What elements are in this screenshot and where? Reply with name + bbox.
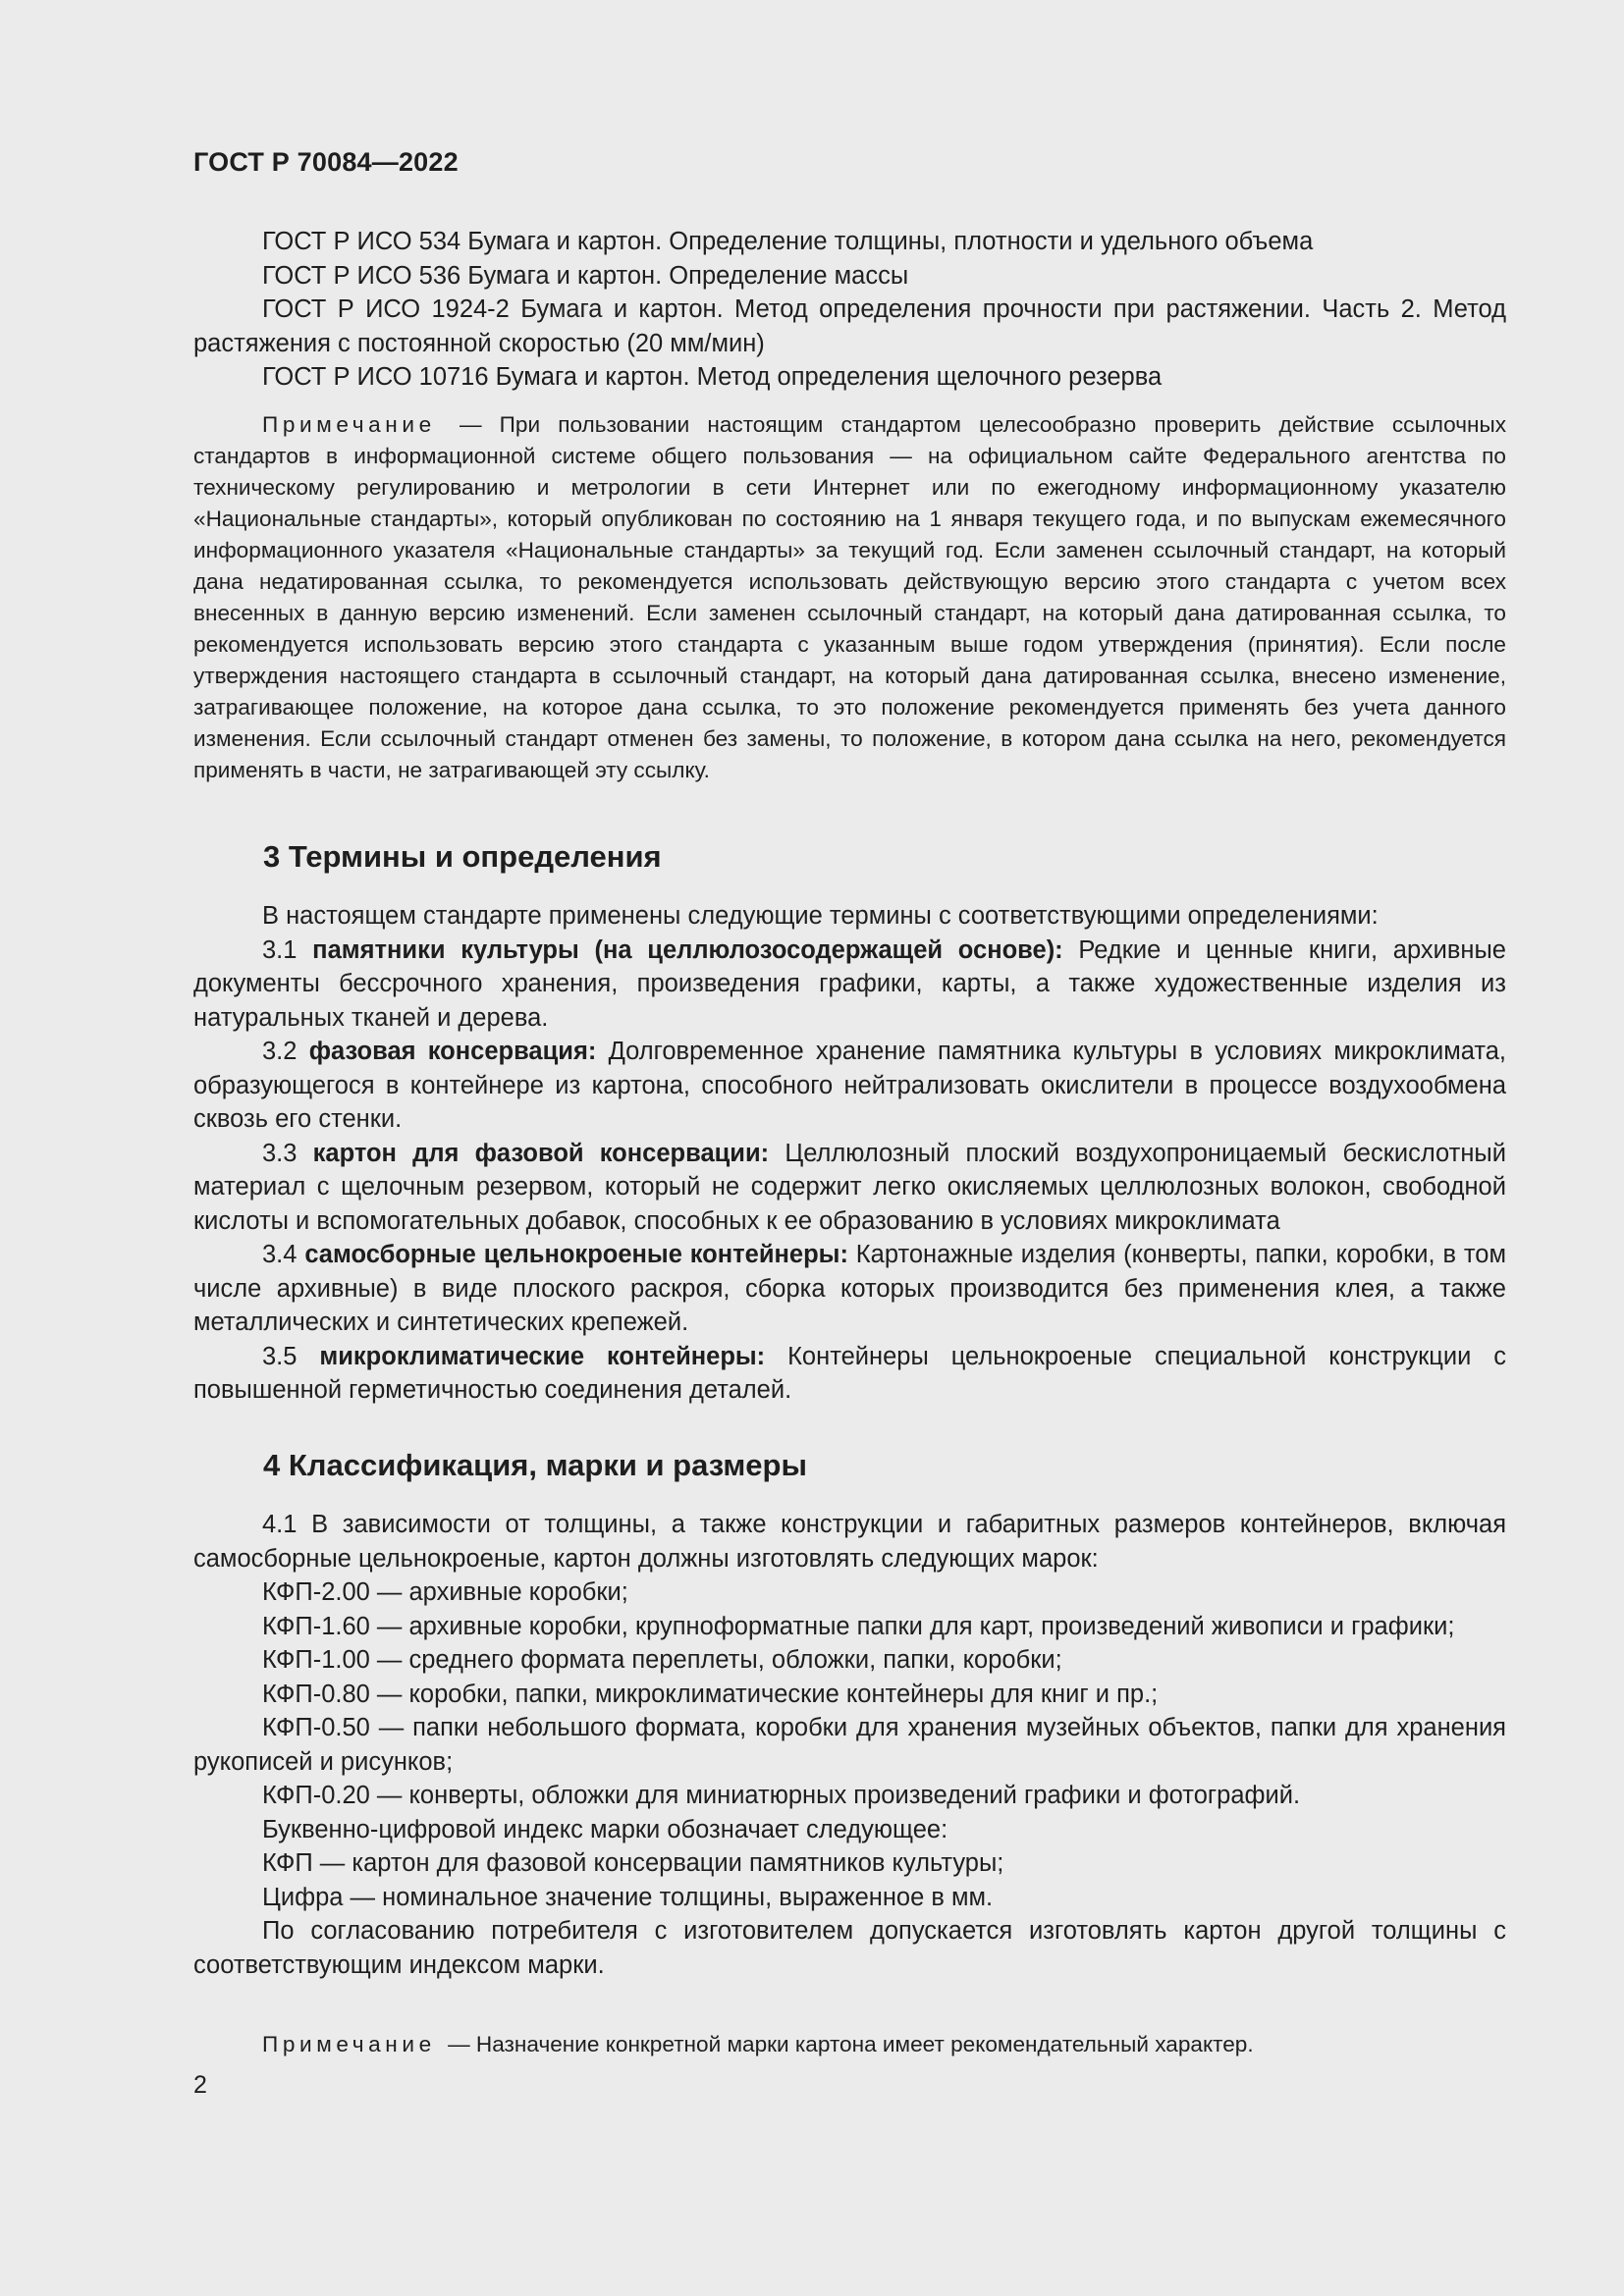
section-4-body — [193, 1508, 1506, 1982]
term-number: 3.3 — [262, 1139, 298, 1167]
paragraph: Буквенно-цифровой индекс марки обозначает следующее: — [262, 1815, 948, 1843]
term-item — [193, 1340, 1506, 1408]
grade-item: КФП-0.80 — коробки, папки, микроклиматические контейнеры для книг и пр.; — [262, 1680, 1159, 1708]
term-item — [193, 1137, 1506, 1239]
term-number: 3.5 — [262, 1342, 298, 1370]
note-label: Примечание — [262, 2032, 436, 2056]
section-4-title: 4 Классификация, марки и размеры — [263, 1448, 807, 1482]
term-definition: Картонажные изделия (конверты, папки, коробки, в том числе архивные) в виде плоского раскроя, сборка которых производится без применения клея, а также металлических и синтетических крепежей. — [193, 1241, 1506, 1336]
term-name: картон для фазовой консервации: — [312, 1139, 770, 1167]
document-header: ГОСТ Р 70084—2022 — [193, 147, 459, 177]
term-definition: Долговременное хранение памятника культуры в условиях микроклимата, образующегося в контейнере из картона, способного нейтрализовать окислители в процессе воздухообмена сквозь его стенки. — [193, 1038, 1507, 1133]
reference-item: ГОСТ Р ИСО 1924-2 Бумага и картон. Метод определения прочности при растяжении. Часть 2. Метод растяжения с постоянной скоростью (20 мм/мин) — [193, 295, 1506, 357]
term-name: фазовая консервация: — [308, 1038, 597, 1065]
grade-item: КФП-0.50 — папки небольшого формата, коробки для хранения музейных объектов, папки для хранения рукописей и рисунков; — [193, 1714, 1506, 1776]
term-name: памятники культуры (на целлюлозосодержащей основе): — [312, 935, 1063, 964]
reference-item: ГОСТ Р ИСО 534 Бумага и картон. Определение толщины, плотности и удельного объема — [262, 228, 1314, 255]
page-number: 2 — [193, 2071, 207, 2099]
term-name: самосборные цельнокроеные контейнеры: — [304, 1241, 848, 1268]
paragraph: 4.1 В зависимости от толщины, а также конструкции и габаритных размеров контейнеров, включая самосборные цельнокроеные, картон должны изготовлять следующих марок: — [193, 1511, 1506, 1573]
term-number: 3.2 — [262, 1038, 298, 1065]
term-number: 3.4 — [262, 1241, 298, 1268]
term-definition: Целлюлозный плоский воздухопроницаемый бескислотный материал с щелочным резервом, который не содержит легко окисляемых целлюлозных волокон, свободной кислоты и вспомогательных добавок, способных к ее образованию в условиях микроклимата — [193, 1139, 1507, 1235]
term-number: 3.1 — [262, 935, 298, 964]
term-item — [193, 1238, 1506, 1340]
term-definition: Редкие и ценные книги, архивные документы бессрочного хранения, произведения графики, карты, а также художественные изделия из натуральных тканей и дерева. — [193, 935, 1506, 1032]
section-3-title: 3 Термины и определения — [263, 839, 662, 874]
grade-item: КФП-1.60 — архивные коробки, крупноформатные папки для карт, произведений живописи и графики; — [262, 1612, 1455, 1640]
note-text: — Назначение конкретной марки картона имеет рекомендательный характер. — [448, 2032, 1254, 2056]
reference-item: ГОСТ Р ИСО 10716 Бумага и картон. Метод определения щелочного резерва — [262, 363, 1163, 391]
grade-item: КФП-2.00 — архивные коробки; — [262, 1578, 628, 1606]
term-item — [193, 1035, 1506, 1137]
section-3-intro: В настоящем стандарте применены следующие термины с соответствующими определениями: — [262, 902, 1379, 930]
normative-references — [193, 225, 1506, 395]
grade-note — [193, 2029, 1506, 2060]
references-note — [193, 409, 1506, 786]
grade-item: КФП-0.20 — конверты, обложки для миниатюрных произведений графики и фотографий. — [262, 1782, 1301, 1809]
term-name: микроклиматические контейнеры: — [319, 1342, 766, 1370]
note-label: Примечание — [262, 412, 436, 437]
paragraph: Цифра — номинальное значение толщины, выраженное в мм. — [262, 1883, 994, 1911]
section-3-body — [193, 899, 1506, 1408]
paragraph: КФП — картон для фазовой консервации памятников культуры; — [262, 1849, 1004, 1877]
note-text: — При пользовании настоящим стандартом целесообразно проверить действие ссылочных стандартов в информационной системе общего пользования — на официальном сайте Федерального агентства по техническому регулированию и метрологии в сети Интернет или по ежегодному информационному указателю «Национальные стандарты», который опубликован по состоянию на 1 января текущего года, и по выпускам ежемесячного информационного указателя «Национальные стандарты» за текущий год. Если заменен ссылочный стандарт, на который дана недатированная ссылка, то рекомендуется использовать действующую версию этого стандарта с учетом всех внесенных в данную версию изменений. Если заменен ссылочный стандарт, на который дана датированная ссылка, то рекомендуется использовать версию этого стандарта с указанным выше годом утверждения (принятия). Если после утверждения настоящего стандарта в ссылочный стандарт, на который дана датированная ссылка, внесено изменение, затрагивающее положение, на которое дана ссылка, то это положение рекомендуется применять без учета данного изменения. Если ссылочный стандарт отменен без замены, то положение, в котором дана ссылка на него, рекомендуется применять в части, не затрагивающей эту ссылку. — [193, 412, 1506, 782]
term-definition: Контейнеры цельнокроеные специальной конструкции с повышенной герметичностью соединения деталей. — [193, 1342, 1506, 1404]
paragraph: По согласованию потребителя с изготовителем допускается изготовлять картон другой толщины с соответствующим индексом марки. — [193, 1917, 1506, 1979]
term-item — [193, 934, 1506, 1036]
reference-item: ГОСТ Р ИСО 536 Бумага и картон. Определение массы — [262, 261, 909, 290]
grade-item: КФП-1.00 — среднего формата переплеты, обложки, папки, коробки; — [262, 1646, 1062, 1674]
